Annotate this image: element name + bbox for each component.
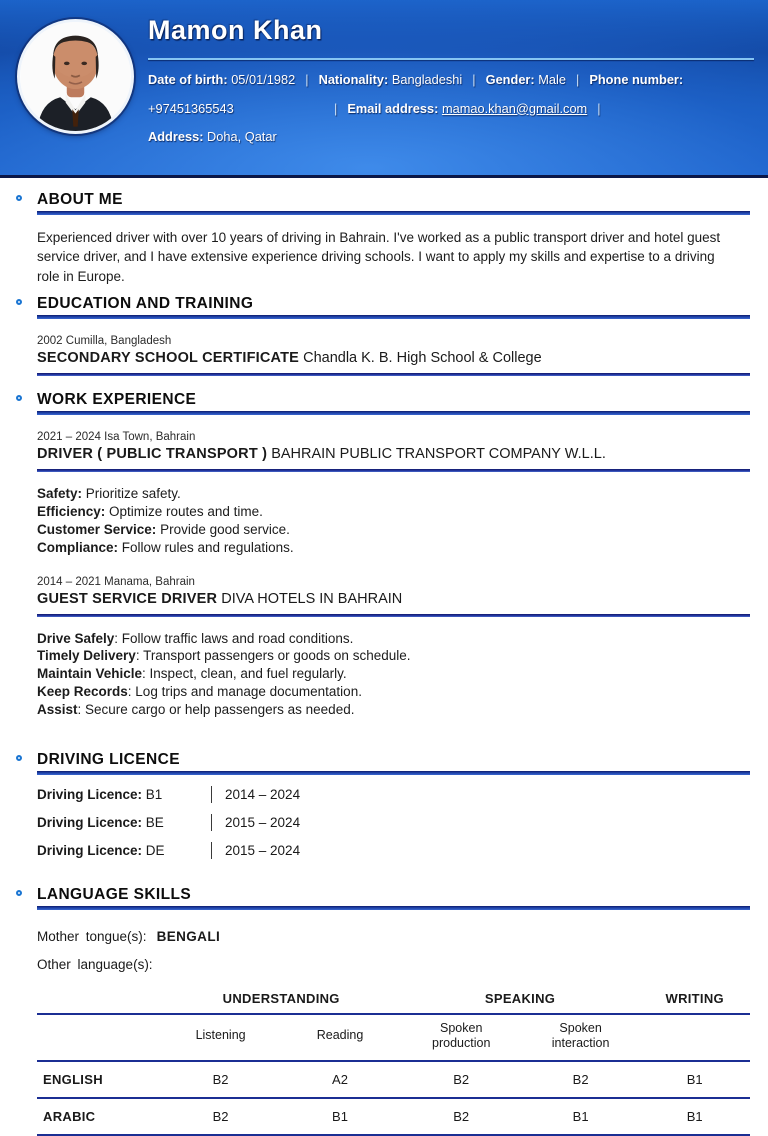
section-driving-licence — [37, 751, 750, 859]
nationality-label: Nationality: — [318, 72, 389, 87]
personal-info — [148, 72, 764, 158]
section-bullet-icon — [16, 755, 22, 761]
level-cell: B1 — [639, 1061, 750, 1098]
section-language-skills — [37, 886, 750, 1136]
personal-info-line-3 — [148, 129, 764, 144]
licence-code: DE — [145, 842, 165, 858]
section-title-rule — [37, 906, 750, 910]
licence-row: Driving Licence: BE 2015 – 2024 — [37, 814, 301, 830]
group-header-writing: WRITING — [639, 985, 750, 1014]
mother-tongue-label: Mother tongue(s): — [37, 928, 147, 944]
licence-period: 2014 – 2024 — [225, 786, 301, 802]
job-detail-line: Efficiency: Optimize routes and time. — [37, 504, 263, 520]
job-detail-line: Maintain Vehicle: Inspect, clean, and fuel regularly. — [37, 666, 347, 682]
work-entry-title — [37, 591, 750, 607]
company-name: BAHRAIN PUBLIC TRANSPORT COMPANY W.L.L. — [271, 446, 606, 463]
entry-divider-rule — [37, 373, 750, 376]
candidate-name: Mamon Khan — [148, 15, 323, 45]
table-sub-header-row — [37, 1014, 750, 1061]
work-entry — [37, 576, 750, 719]
level-cell: B2 — [162, 1061, 280, 1098]
table-row — [37, 1061, 750, 1098]
empty-cell — [37, 1014, 162, 1061]
driving-licence-heading — [37, 751, 750, 775]
job-detail-line: Customer Service: Provide good service. — [37, 521, 290, 537]
sub-header-spoken-production: Spoken production — [401, 1014, 522, 1061]
section-title-rule — [37, 315, 750, 319]
licence-period: 2015 – 2024 — [225, 814, 301, 830]
group-header-speaking: SPEAKING — [401, 985, 640, 1014]
job-detail-line: Keep Records: Log trips and manage documentation. — [37, 684, 362, 699]
level-cell: B2 — [401, 1061, 522, 1098]
section-bullet-icon — [16, 395, 22, 401]
education-heading — [37, 295, 750, 319]
address-label: Address: — [148, 129, 204, 144]
licence-code: BE — [145, 814, 164, 830]
job-detail-line: Assist: Secure cargo or help passengers as needed. — [37, 701, 355, 717]
job-role: GUEST SERVICE DRIVER — [37, 590, 218, 607]
vertical-divider — [211, 842, 212, 859]
section-about-me — [37, 191, 750, 286]
education-entry — [37, 335, 750, 376]
section-title: EDUCATION AND TRAINING — [37, 295, 254, 313]
phone-value: +97451365543 — [148, 100, 234, 116]
mother-tongue-value: BENGALI — [156, 928, 221, 944]
work-entry-meta: 2014 – 2021 Manama, Bahrain — [37, 575, 195, 588]
about-me-text: Experienced driver with over 10 years of driving in Bahrain. I've worked as a public transport driver and hotel guest service driver, and I have extensive experience driving schools. I want to apply my skills and expertise to a driving role in Europe. — [37, 230, 721, 284]
work-entry-meta: 2021 – 2024 Isa Town, Bahrain — [37, 431, 196, 444]
work-entry-title — [37, 446, 750, 462]
language-skills-heading — [37, 886, 750, 910]
table-group-header-row — [37, 985, 750, 1014]
entry-divider-rule — [37, 469, 750, 472]
job-detail-line: Timely Delivery: Transport passengers or goods on schedule. — [37, 648, 411, 664]
section-title: LANGUAGE SKILLS — [37, 885, 192, 903]
level-cell: B2 — [401, 1098, 522, 1135]
separator: | — [334, 100, 338, 116]
cv-body — [0, 191, 768, 1136]
avatar — [17, 19, 134, 134]
language-name: ENGLISH — [37, 1061, 162, 1098]
section-education — [37, 295, 750, 376]
licence-period: 2015 – 2024 — [225, 842, 301, 858]
section-work-experience — [37, 391, 750, 718]
licence-list — [37, 786, 750, 859]
dob-value: 05/01/1982 — [231, 72, 296, 87]
job-detail-line: Compliance: Follow rules and regulations. — [37, 539, 294, 555]
degree-name: SECONDARY SCHOOL CERTIFICATE — [37, 350, 300, 367]
gender-value: Male — [538, 72, 566, 87]
language-skills-table — [37, 985, 750, 1136]
sub-header-reading: Reading — [279, 1014, 400, 1061]
level-cell: B2 — [522, 1061, 640, 1098]
education-entry-meta: 2002 Cumilla, Bangladesh — [37, 335, 172, 348]
language-name: ARABIC — [37, 1098, 162, 1135]
section-title: ABOUT ME — [37, 191, 123, 208]
separator: | — [576, 72, 580, 87]
table-row — [37, 1098, 750, 1135]
job-details — [37, 485, 750, 556]
level-cell: B1 — [522, 1098, 640, 1135]
nationality-value: Bangladeshi — [391, 72, 463, 87]
section-bullet-icon — [16, 195, 22, 201]
empty-cell — [37, 985, 162, 1014]
sub-header-spoken-interaction: Spoken interaction — [522, 1014, 640, 1061]
job-detail-line: Drive Safely: Follow traffic laws and road conditions. — [37, 630, 354, 646]
entry-divider-rule — [37, 614, 750, 617]
other-languages-label: Other language(s): — [37, 956, 153, 972]
section-title: DRIVING LICENCE — [37, 750, 180, 768]
company-name: DIVA HOTELS IN BAHRAIN — [221, 590, 403, 607]
group-header-understanding: UNDERSTANDING — [162, 985, 401, 1014]
separator: | — [472, 72, 476, 87]
section-bullet-icon — [16, 299, 22, 305]
section-title: WORK EXPERIENCE — [37, 391, 197, 409]
section-title-rule — [37, 211, 750, 215]
job-details — [37, 630, 750, 719]
institution-name: Chandla K. B. High School & College — [303, 350, 542, 367]
level-cell: A2 — [279, 1061, 400, 1098]
phone-label: Phone number: — [589, 72, 684, 87]
sub-header-listening: Listening — [162, 1014, 280, 1061]
job-role: DRIVER ( PUBLIC TRANSPORT ) — [37, 446, 268, 463]
level-cell: B1 — [279, 1098, 400, 1135]
vertical-divider — [211, 786, 212, 803]
section-bullet-icon — [16, 890, 22, 896]
licence-code: B1 — [145, 786, 163, 802]
separator: | — [597, 100, 601, 116]
work-entry — [37, 431, 750, 556]
mother-tongue-line — [37, 929, 750, 944]
section-title-rule — [37, 771, 750, 775]
name-underline — [148, 58, 754, 60]
email-label: Email address: — [347, 100, 439, 116]
level-cell: B1 — [639, 1098, 750, 1135]
dob-label: Date of birth: — [148, 72, 228, 87]
education-entry-title — [37, 350, 750, 366]
licence-row: Driving Licence: B1 2014 – 2024 — [37, 786, 301, 802]
email-link[interactable]: mamao.khan@gmail.com — [441, 100, 588, 116]
separator: | — [305, 72, 309, 87]
licence-row: Driving Licence: DE 2015 – 2024 — [37, 842, 301, 858]
section-title-rule — [37, 411, 750, 415]
address-value: Doha, Qatar — [207, 129, 277, 144]
level-cell: B2 — [162, 1098, 280, 1135]
vertical-divider — [211, 814, 212, 831]
personal-info-line-1 — [148, 72, 764, 87]
about-me-heading — [37, 191, 750, 215]
profile-photo-icon — [20, 22, 131, 131]
empty-cell — [639, 1014, 750, 1061]
work-experience-heading — [37, 391, 750, 415]
cv-header — [0, 0, 768, 178]
gender-label: Gender: — [485, 72, 535, 87]
job-detail-line: Safety: Prioritize safety. — [37, 486, 181, 502]
personal-info-line-2 — [148, 101, 764, 116]
